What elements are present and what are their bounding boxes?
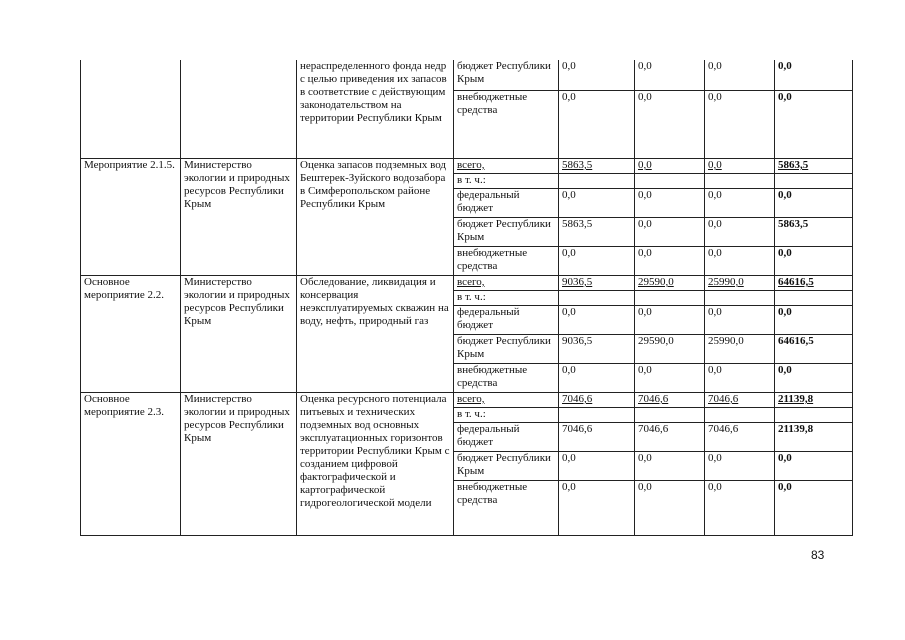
value-year-2-cell: 0,0 [635,364,705,393]
value-total-cell [775,291,853,306]
funding-source-cell: бюджет Республики Крым [454,452,559,481]
value-year-3-cell: 7046,6 [705,393,775,408]
value-total-cell: 0,0 [775,481,853,536]
value-year-1-cell: 0,0 [559,189,635,218]
value-year-1-cell [559,291,635,306]
value-year-3-cell: 0,0 [705,189,775,218]
executor-cell: Министерство экологии и природных ресурсов Республики Крым [181,276,297,393]
value-year-3-cell: 0,0 [705,306,775,335]
value-year-1-cell [559,174,635,189]
value-year-2-cell: 0,0 [635,452,705,481]
value-year-3-cell: 0,0 [705,91,775,159]
value-year-1-cell: 7046,6 [559,393,635,408]
measure-cell [81,60,181,159]
value-total-cell: 0,0 [775,452,853,481]
value-total-cell: 5863,5 [775,218,853,247]
value-year-3-cell [705,291,775,306]
value-year-2-cell: 0,0 [635,189,705,218]
value-year-2-cell: 0,0 [635,91,705,159]
value-year-1-cell: 0,0 [559,91,635,159]
value-year-3-cell: 0,0 [705,481,775,536]
funding-source-cell: бюджет Республики Крым [454,218,559,247]
value-year-2-cell: 0,0 [635,481,705,536]
value-year-3-cell: 0,0 [705,218,775,247]
value-total-cell: 0,0 [775,91,853,159]
executor-cell [181,60,297,159]
value-year-2-cell [635,174,705,189]
value-year-2-cell: 0,0 [635,247,705,276]
value-total-cell: 0,0 [775,189,853,218]
program-funding-table [80,60,853,536]
value-year-1-cell: 0,0 [559,452,635,481]
measure-cell: Основное мероприятие 2.2. [81,276,181,393]
value-year-2-cell: 29590,0 [635,276,705,291]
value-year-3-cell: 0,0 [705,364,775,393]
value-total-cell: 0,0 [775,306,853,335]
executor-cell: Министерство экологии и природных ресурсов Республики Крым [181,159,297,276]
funding-source-cell: внебюджетные средства [454,91,559,159]
funding-source-cell: в т. ч.: [454,174,559,189]
table-row [81,276,853,291]
value-total-cell: 5863,5 [775,159,853,174]
value-year-3-cell [705,174,775,189]
value-year-2-cell: 7046,6 [635,423,705,452]
measure-cell: Основное мероприятие 2.3. [81,393,181,536]
value-year-2-cell: 0,0 [635,306,705,335]
description-cell: Оценка запасов подземных вод Бештерек-Зуйского водозабора в Симферопольском районе Республики Крым [297,159,454,276]
value-year-2-cell [635,408,705,423]
value-year-2-cell: 7046,6 [635,393,705,408]
value-total-cell [775,408,853,423]
funding-source-cell: внебюджетные средства [454,247,559,276]
funding-source-cell: внебюджетные средства [454,364,559,393]
executor-cell: Министерство экологии и природных ресурсов Республики Крым [181,393,297,536]
value-year-2-cell: 0,0 [635,159,705,174]
value-year-3-cell [705,408,775,423]
value-year-3-cell: 0,0 [705,452,775,481]
table-row [81,159,853,174]
funding-source-cell: федеральный бюджет [454,189,559,218]
value-total-cell: 21139,8 [775,393,853,408]
measure-cell: Мероприятие 2.1.5. [81,159,181,276]
table-row [81,60,853,91]
description-cell: Обследование, ликвидация и консервация неэксплуатируемых скважин на воду, нефть, природный газ [297,276,454,393]
value-total-cell: 0,0 [775,60,853,91]
value-year-1-cell: 9036,5 [559,335,635,364]
value-year-1-cell: 5863,5 [559,218,635,247]
value-year-1-cell: 0,0 [559,306,635,335]
funding-source-cell: в т. ч.: [454,291,559,306]
value-year-3-cell: 0,0 [705,159,775,174]
funding-source-cell: всего, [454,276,559,291]
funding-source-cell: федеральный бюджет [454,423,559,452]
value-year-1-cell: 5863,5 [559,159,635,174]
value-year-2-cell: 0,0 [635,60,705,91]
value-year-1-cell [559,408,635,423]
description-cell: нераспределенного фонда недр с целью приведения их запасов в соответствие с действующим законодательством на территории Республики Крым [297,60,454,159]
page-number: 83 [811,548,825,562]
value-year-3-cell: 7046,6 [705,423,775,452]
value-year-3-cell: 0,0 [705,60,775,91]
description-cell: Оценка ресурсного потенциала питьевых и технических подземных вод основных эксплуатационных горизонтов территории Республики Крым с созданием цифровой фактографической и картографической гидрогеологической модели [297,393,454,536]
value-year-1-cell: 0,0 [559,60,635,91]
table-row [81,393,853,408]
value-total-cell [775,174,853,189]
funding-source-cell: бюджет Республики Крым [454,60,559,91]
value-year-1-cell: 7046,6 [559,423,635,452]
value-year-3-cell: 25990,0 [705,335,775,364]
funding-source-cell: всего, [454,159,559,174]
value-year-1-cell: 9036,5 [559,276,635,291]
value-year-2-cell: 29590,0 [635,335,705,364]
value-total-cell: 64616,5 [775,335,853,364]
value-total-cell: 0,0 [775,364,853,393]
value-total-cell: 64616,5 [775,276,853,291]
funding-source-cell: в т. ч.: [454,408,559,423]
funding-source-cell: всего, [454,393,559,408]
value-year-2-cell: 0,0 [635,218,705,247]
funding-source-cell: бюджет Республики Крым [454,335,559,364]
value-year-3-cell: 25990,0 [705,276,775,291]
value-total-cell: 21139,8 [775,423,853,452]
value-total-cell: 0,0 [775,247,853,276]
value-year-3-cell: 0,0 [705,247,775,276]
funding-source-cell: внебюджетные средства [454,481,559,536]
funding-source-cell: федеральный бюджет [454,306,559,335]
value-year-1-cell: 0,0 [559,247,635,276]
value-year-1-cell: 0,0 [559,481,635,536]
value-year-1-cell: 0,0 [559,364,635,393]
value-year-2-cell [635,291,705,306]
table-body [81,60,853,536]
